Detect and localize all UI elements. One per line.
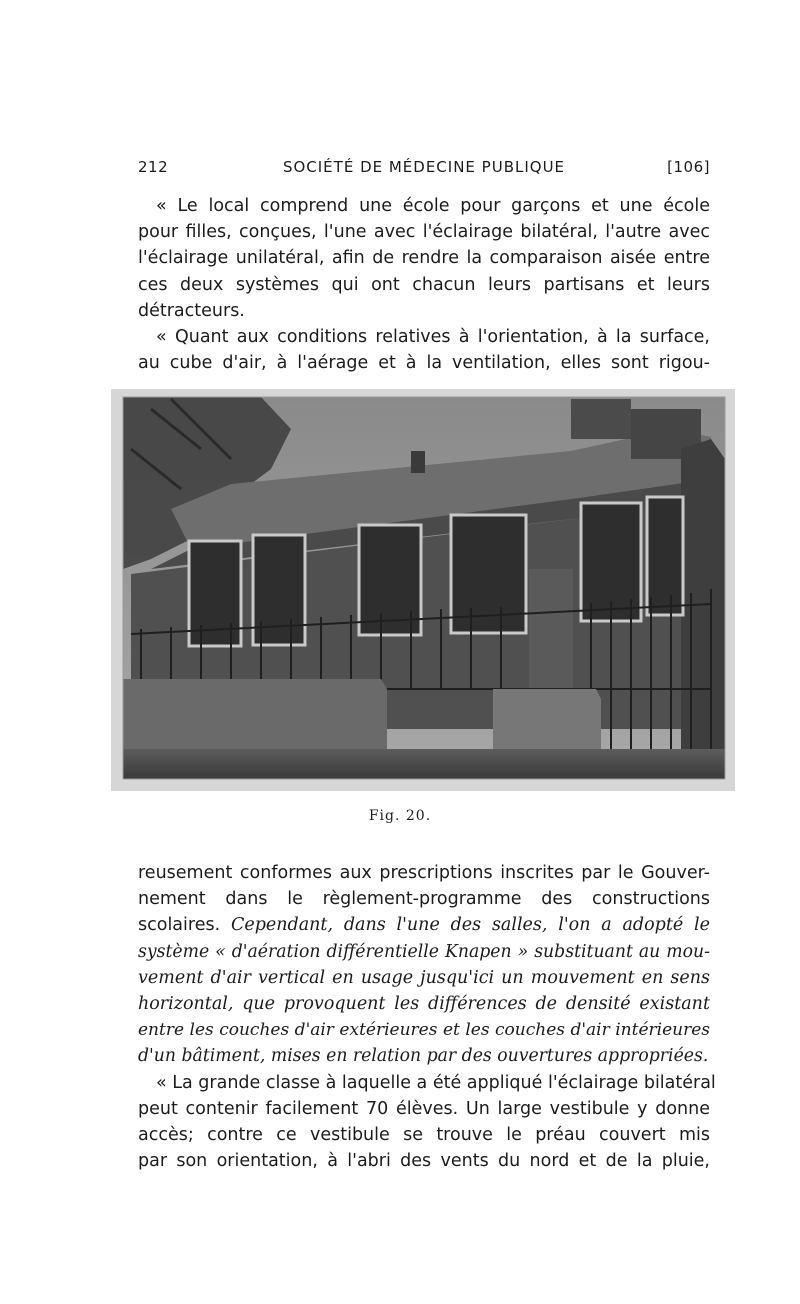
italic-segment: entre les couches d'air extérieures et les couches d'air intérieures — [138, 1020, 710, 1041]
text-segment: scolaires. — [138, 915, 231, 936]
text-line: « Quant aux conditions relatives à l'orientation, à la surface, — [156, 327, 710, 348]
italic-segment: Cependant, dans l'une des salles, l'on a adopté le — [230, 915, 710, 936]
top-text-block — [138, 193, 710, 376]
text-line — [138, 1017, 710, 1043]
italic-segment: horizontal, que provoquent les différences de densité existant — [138, 994, 710, 1015]
page-reference: [106] — [667, 158, 710, 176]
text-line — [138, 939, 710, 965]
bottom-text-block — [138, 860, 716, 1174]
page-number: 212 — [138, 158, 169, 176]
text-line: reusement conformes aux prescriptions inscrites par le Gouver- — [138, 863, 710, 883]
text-line: accès; contre ce vestibule se trouve le préau couvert mis — [138, 1125, 710, 1146]
running-title: SOCIÉTÉ DE MÉDECINE PUBLIQUE — [282, 158, 566, 176]
text-line: pour filles, conçues, l'une avec l'éclairage bilatéral, l'autre avec — [138, 222, 710, 243]
text-line — [138, 965, 710, 991]
text-line: peut contenir facilement 70 élèves. Un large vestibule y donne — [138, 1098, 710, 1119]
text-line: nement dans le règlement-programme des constructions — [138, 889, 710, 910]
figure-caption: Fig. 20. — [368, 808, 432, 824]
running-header — [138, 158, 710, 182]
italic-segment: système « d'aération différentielle Knapen » substituant au mou- — [138, 941, 710, 962]
italic-segment: vement d'air vertical en usage jusqu'ici un mouvement en sens — [138, 967, 710, 988]
text-line — [138, 1043, 710, 1069]
text-line: détracteurs. — [138, 300, 245, 321]
photo-drawing — [111, 389, 735, 791]
text-line: ces deux systèmes qui ont chacun leurs partisans et leurs — [138, 274, 710, 295]
text-line — [138, 912, 710, 938]
text-line: au cube d'air, à l'aérage et à la ventilation, elles sont rigou- — [138, 353, 710, 374]
text-line: « La grande classe à laquelle a été appliqué l'éclairage bilatéral — [156, 1072, 716, 1093]
italic-segment: d'un bâtiment, mises en relation par des ouvertures appropriées. — [138, 1046, 709, 1067]
text-line — [138, 991, 710, 1017]
school-building-photograph — [111, 389, 735, 791]
text-line: « Le local comprend une école pour garçons et une école — [156, 196, 710, 216]
text-line: par son orientation, à l'abri des vents du nord et de la pluie, — [138, 1151, 710, 1172]
text-line: l'éclairage unilatéral, afin de rendre la comparaison aisée entre — [138, 248, 710, 269]
